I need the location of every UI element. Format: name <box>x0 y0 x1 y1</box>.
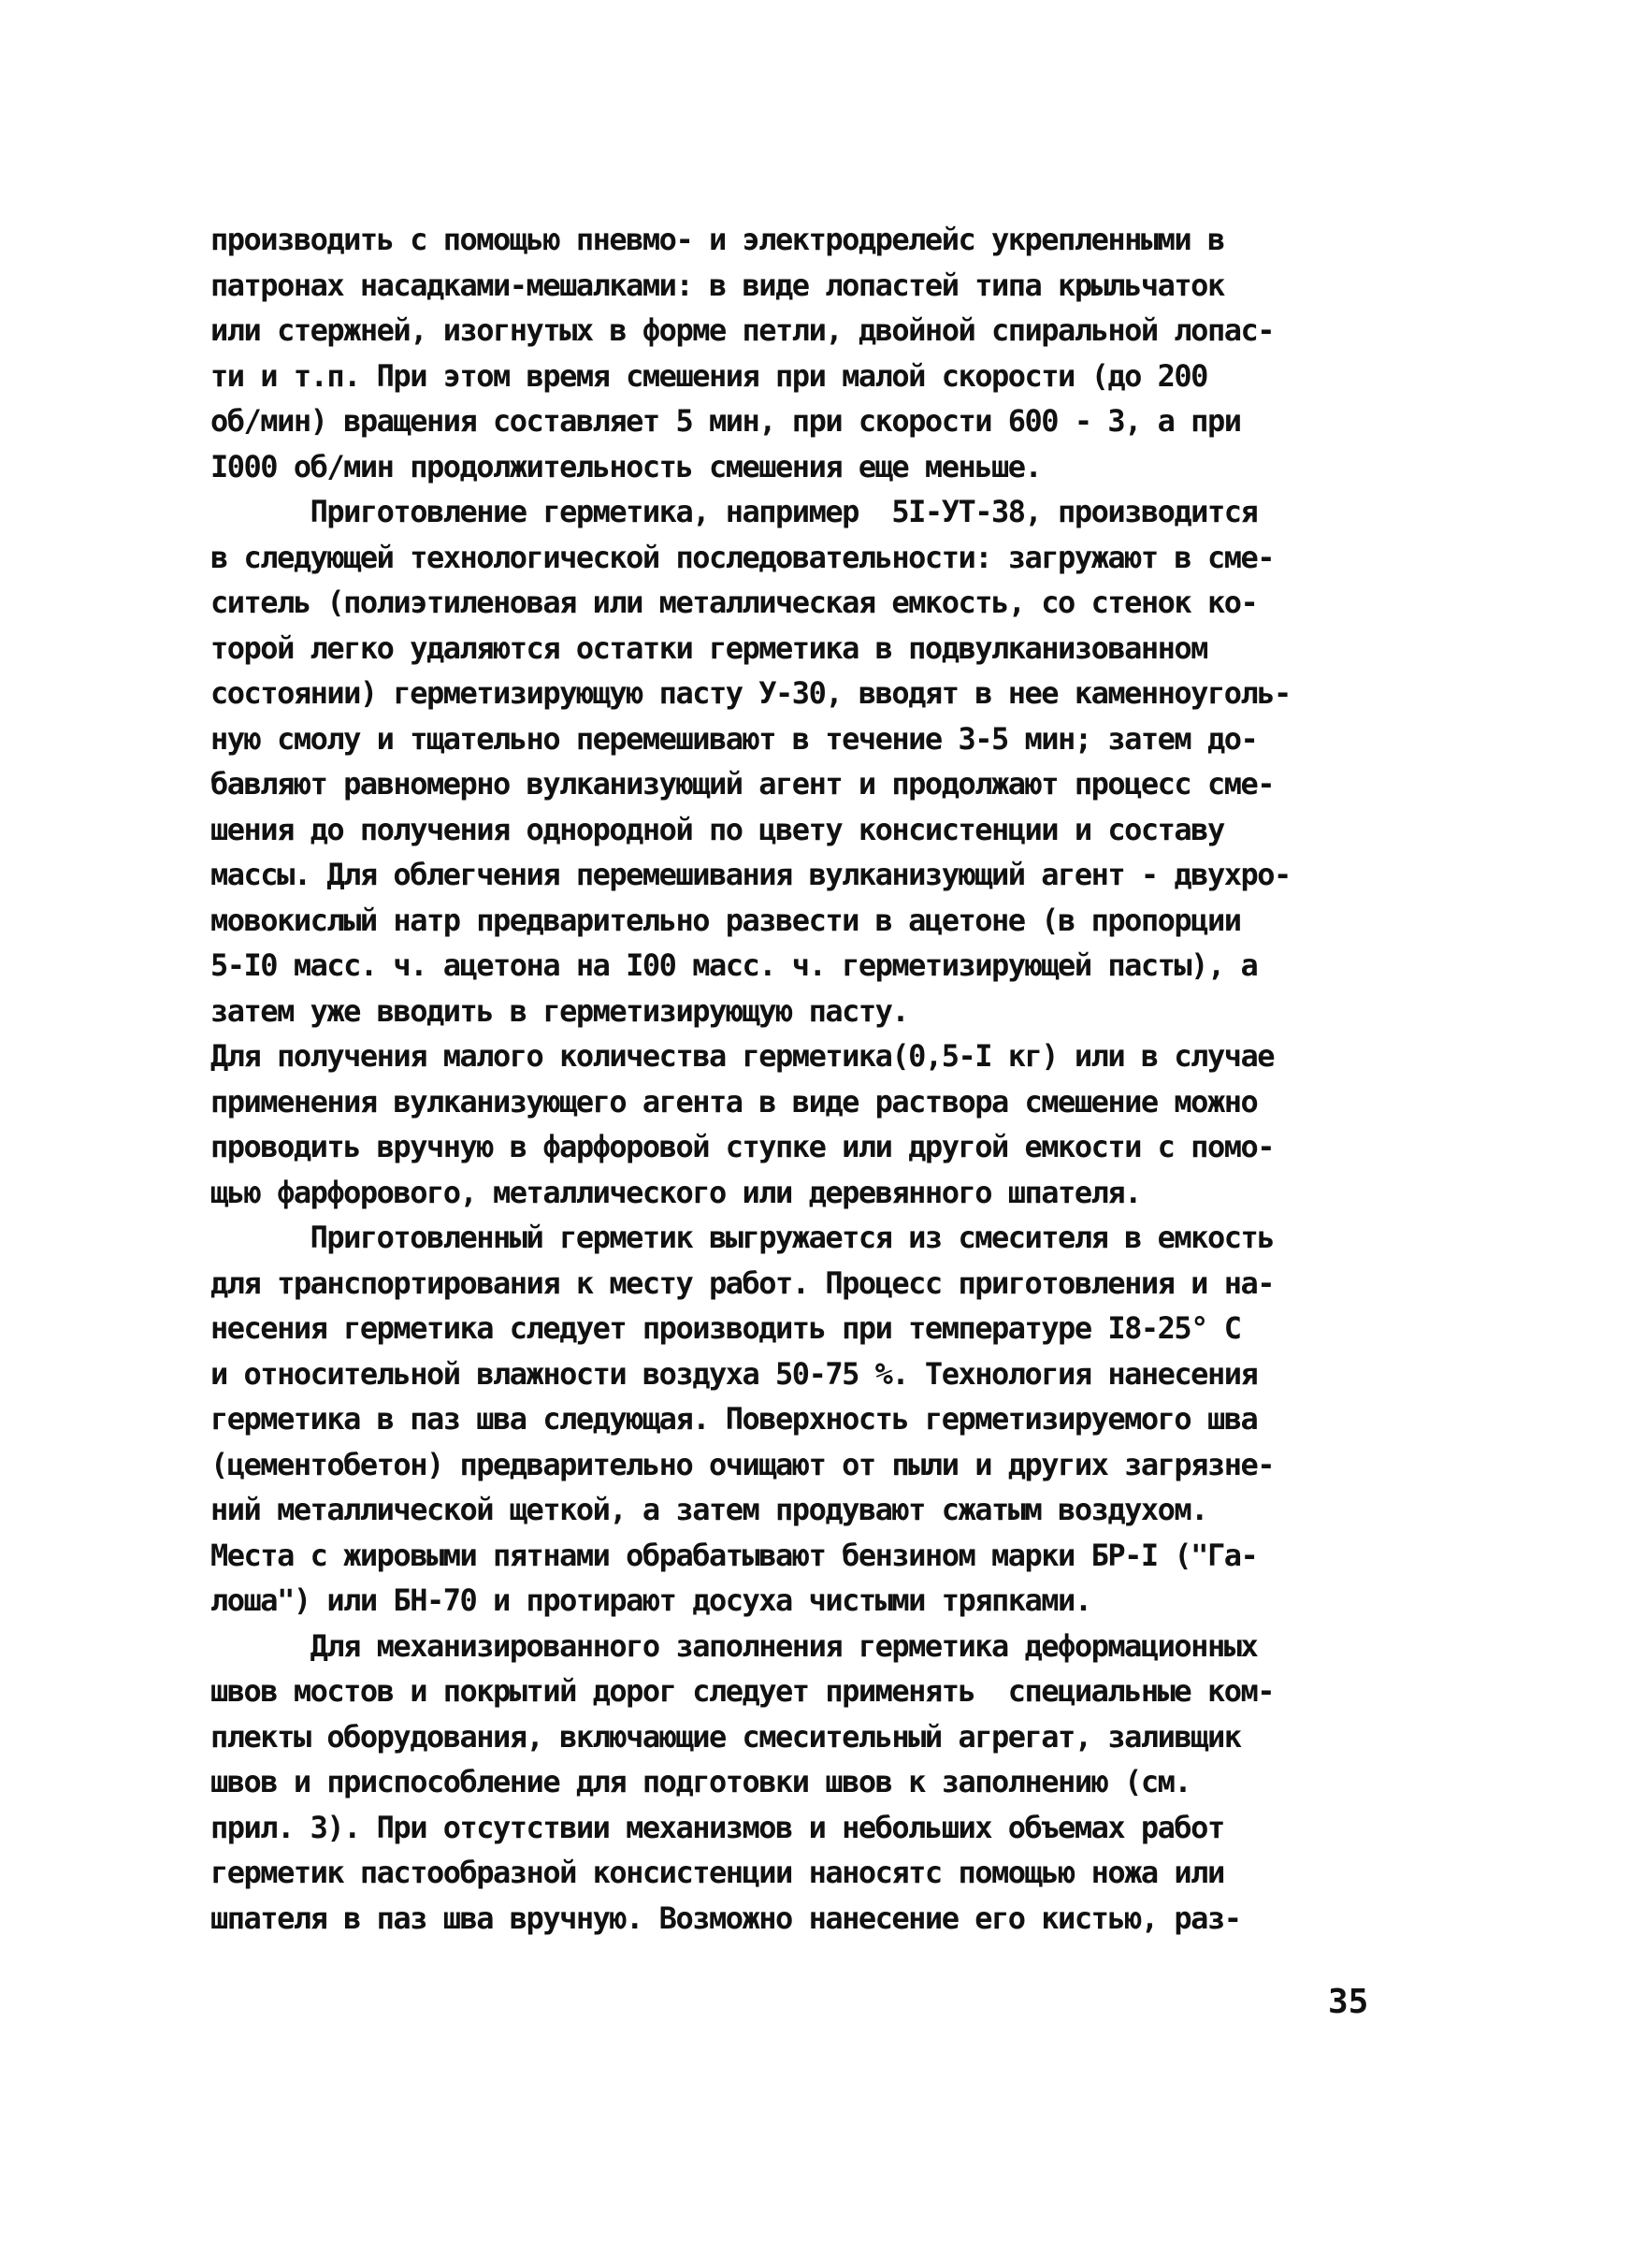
text-line: швов мостов и покрытий дорог следует применять специальные ком- <box>210 1673 1274 1709</box>
text-line: применения вулканизующего агента в виде раствора смешение можно <box>210 1083 1258 1120</box>
text-line: герметик пастообразной консистенции наносятс помощью ножа или <box>210 1855 1224 1890</box>
text-line: герметика в паз шва следующая. Поверхность герметизируемого шва <box>210 1401 1258 1437</box>
text-line: щью фарфорового, металлического или деревянного шпателя. <box>210 1174 1141 1210</box>
text-line: состоянии) герметизирующую пасту У-30, вводят в нее каменноуголь- <box>210 675 1291 711</box>
text-line: патронах насадками-мешалками: в виде лопастей типа крыльчаток <box>210 267 1224 303</box>
text-line: Для получения малого количества герметика(0,5-I кг) или в случае <box>210 1038 1274 1074</box>
text-line: I000 об/мин продолжительность смешения еще меньше. <box>210 448 1042 484</box>
text-line: ную смолу и тщательно перемешивают в течение 3-5 мин; затем до- <box>210 720 1258 757</box>
page-number: 35 <box>1328 1983 1369 2021</box>
text-line: плекты оборудования, включающие смесительный агрегат, заливщик <box>210 1718 1241 1755</box>
text-line: ситель (полиэтиленовая или металлическая емкость, со стенок ко- <box>210 585 1258 620</box>
text-line: в следующей технологической последовательности: загружают в сме- <box>210 539 1274 575</box>
text-line: прил. 3). При отсутствии механизмов и небольших объемах работ <box>210 1809 1224 1845</box>
text-line: шения до получения однородной по цвету консистенции и составу <box>210 811 1224 847</box>
text-line: массы. Для облегчения перемешивания вулканизующий агент - двухро- <box>210 857 1291 892</box>
text-line: производить с помощью пневмо- и электродрелейс укрепленными в <box>210 222 1224 257</box>
text-line: (цементобетон) предварительно очищают от пыли и других загрязне- <box>210 1446 1274 1482</box>
text-line: Приготовление герметика, например 5I-УТ-38, производится <box>210 494 1258 529</box>
text-line: лоша") или БН-70 и протирают досуха чистыми тряпками. <box>210 1582 1091 1618</box>
text-line: или стержней, изогнутых в форме петли, двойной спиральной лопас- <box>210 312 1274 348</box>
text-line: 5-I0 масс. ч. ацетона на I00 масс. ч. герметизирующей пасты), а <box>210 947 1258 983</box>
text-line: шпателя в паз шва вручную. Возможно нанесение его кистью, раз- <box>210 1900 1241 1936</box>
text-line: для транспортирования к месту работ. Процесс приготовления и на- <box>210 1264 1274 1301</box>
text-line: мовокислый натр предварительно развести в ацетоне (в пропорции <box>210 902 1241 938</box>
text-line: Места с жировыми пятнами обрабатывают бензином марки БР-I ("Га- <box>210 1537 1258 1573</box>
text-line: несения герметика следует производить при температуре I8-25° C <box>210 1310 1241 1346</box>
text-line: затем уже вводить в герметизирующую пасту. <box>210 992 909 1029</box>
text-line: бавляют равномерно вулканизующий агент и продолжают процесс сме- <box>210 766 1274 802</box>
text-line: швов и приспособление для подготовки швов к заполнению (см. <box>210 1764 1191 1799</box>
text-line: проводить вручную в фарфоровой ступке или другой емкости с помо- <box>210 1129 1274 1164</box>
body-text <box>210 217 1417 1941</box>
text-line: торой легко удаляются остатки герметика в подвулканизованном <box>210 629 1207 666</box>
text-line: Приготовленный герметик выгружается из смесителя в емкость <box>210 1220 1274 1255</box>
text-line: и относительной влажности воздуха 50-75 %. Технология нанесения <box>210 1355 1258 1392</box>
text-line: ти и т.п. При этом время смешения при малой скорости (до 200 <box>210 357 1207 394</box>
text-line: Для механизированного заполнения герметика деформационных <box>210 1627 1258 1664</box>
text-line: об/мин) вращения составляет 5 мин, при скорости 600 - 3, а при <box>210 403 1241 439</box>
text-line: ний металлической щеткой, а затем продувают сжатым воздухом. <box>210 1492 1207 1527</box>
